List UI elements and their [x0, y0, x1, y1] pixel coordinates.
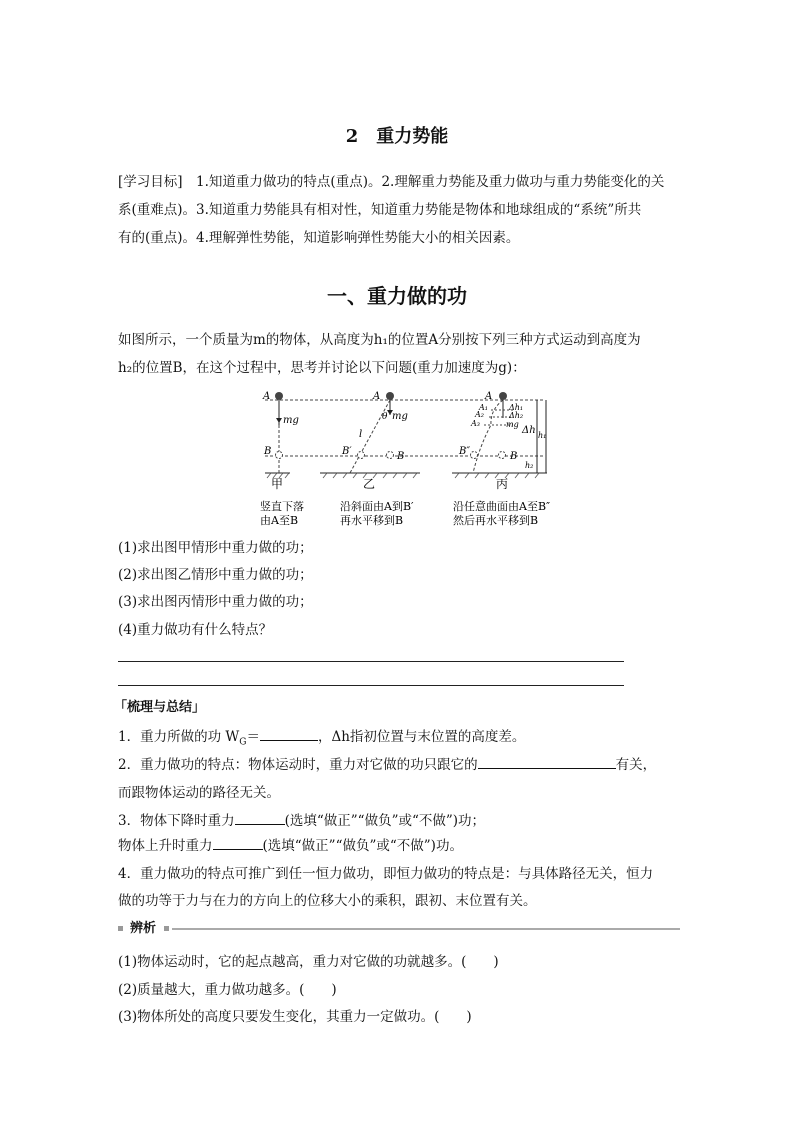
summary-items-4-pre: 物体上升时重力: [118, 838, 213, 854]
summary-items-0-pre: 1．重力所做的功 W: [118, 729, 240, 745]
figure-labels-A: A: [373, 391, 381, 402]
figure-labels-dh1: Δh₁: [509, 403, 524, 412]
learning-objectives-line-1: [118, 168, 664, 196]
figure-labels-Bp: B′: [342, 446, 352, 457]
learning-objectives-line-2: 系(重难点)。3.知道重力势能具有相对性，知道重力势能是物体和地球组成的“系统”所共: [118, 202, 642, 218]
figure-labels-dh2: Δh₂: [509, 411, 524, 420]
figure-labels-dh: Δh: [522, 425, 536, 436]
caption-bing-2: 然后再水平移到B: [453, 514, 539, 527]
answer-line-1[interactable]: [118, 661, 624, 662]
blank-4[interactable]: [213, 835, 263, 850]
summary-item-4: 4．重力做功的特点可推广到任一恒力做功，即恒力做功的特点是：与具体路径无关，恒力: [118, 866, 654, 882]
blank-3[interactable]: [235, 810, 285, 825]
figure-labels-mg: mg: [392, 411, 408, 422]
analysis-item-3: (3)物体所处的高度只要发生变化，其重力一定做功。( ): [118, 1009, 472, 1025]
summary-items-3-pre: 3．物体下降时重力: [118, 813, 235, 829]
figure-labels-A3: A₃: [471, 419, 480, 428]
summary-header: 「梳理与总结」: [114, 700, 206, 715]
summary-items-1-pre: 2．重力做功的特点：物体运动时，重力对它做的功只跟它的: [118, 757, 478, 773]
section-heading: 一、重力做的功: [327, 284, 467, 308]
analysis-item-1: (1)物体运动时，它的起点越高，重力对它做的功就越多。( ): [118, 954, 499, 970]
gravity-work-figure: [255, 385, 560, 530]
summary-item-3: [118, 807, 485, 835]
figure-labels-A1: A₁: [479, 403, 488, 412]
answer-line-2[interactable]: [118, 685, 624, 686]
ball-A-jia: [275, 392, 283, 400]
question-2: (2)求出图乙情形中重力做的功；: [118, 567, 313, 583]
figure-labels-A: A: [263, 391, 271, 402]
summary-item-2-cont: 而跟物体运动的路径无关。: [118, 785, 280, 801]
panel-label-bing: 丙: [496, 477, 509, 491]
summary-items-0-post: ，Δh指初位置与末位置的高度差。: [317, 729, 526, 745]
ball-A-bing: [499, 392, 507, 400]
analysis-divider: [118, 920, 680, 938]
caption-yi-1: 沿斜面由A到B′: [340, 500, 414, 513]
question-1: (1)求出图甲情形中重力做的功；: [118, 540, 313, 556]
question-3: (3)求出图丙情形中重力做的功；: [118, 594, 313, 610]
summary-items-3-post: (选填“做正”“做负”或“不做”)功；: [284, 813, 486, 829]
caption-yi-2: 再水平移到B: [340, 514, 404, 527]
caption-jia-2: 由A至B: [260, 514, 299, 527]
learning-objectives-line-3: 有的(重点)。4.理解弹性势能，知道影响弹性势能大小的相关因素。: [118, 230, 520, 246]
blank-1[interactable]: [260, 726, 318, 741]
figure-labels-mg: mg: [283, 415, 299, 426]
objectives-text: 1.知道重力做功的特点(重点)。2.理解重力势能及重力做功与重力势能变化的关: [196, 174, 665, 190]
intro-line-2: h₂的位置B，在这个过程中，思考并讨论以下问题(重力加速度为g)：: [118, 360, 526, 376]
figure-labels-Bpp: B″: [459, 446, 471, 457]
objectives-label: [学习目标]: [118, 174, 183, 190]
summary-item-3b: [118, 832, 463, 860]
summary-items-0-mid: ＝: [246, 729, 260, 745]
analysis-item-2: (2)质量越大，重力做功越多。( ): [118, 982, 337, 998]
summary-items-4-post: (选填“做正”“做负”或“不做”)功。: [262, 838, 463, 854]
figure-labels-mg: mg: [506, 420, 519, 429]
question-4: (4)重力做功有什么特点？: [118, 622, 273, 638]
summary-item-4-cont: 做的功等于力与在力的方向上的位移大小的乘积，跟初、末位置有关。: [118, 893, 537, 909]
page-title: 2 重力势能: [345, 126, 449, 147]
figure-labels-B: B: [397, 451, 405, 462]
panel-label-jia: 甲: [271, 477, 284, 491]
figure-labels-l: l: [359, 429, 363, 440]
panel-label-yi: 乙: [363, 477, 376, 491]
blank-2[interactable]: [478, 754, 616, 769]
summary-items-0-sub: G: [239, 737, 247, 748]
ball-A-yi: [386, 392, 394, 400]
figure-labels-h1: h₁: [538, 431, 547, 440]
summary-item-2: [118, 751, 656, 779]
figure-labels-h2: h₂: [525, 461, 534, 470]
caption-jia-1: 竖直下落: [260, 500, 304, 513]
caption-bing-1: 沿任意曲面由A至B″: [453, 500, 551, 513]
intro-line-1: 如图所示，一个质量为m的物体，从高度为h₁的位置A分别按下列三种方式运动到高度为: [118, 332, 641, 348]
summary-items-1-post: 有关，: [615, 757, 657, 773]
figure-labels-theta: θ: [382, 412, 388, 422]
figure-labels-A: A: [485, 391, 493, 402]
figure-labels-A2: A₂: [475, 410, 484, 419]
figure-labels-B: B: [264, 446, 272, 457]
figure-labels-B: B: [510, 451, 518, 462]
analysis-header: 辨析: [130, 921, 157, 936]
